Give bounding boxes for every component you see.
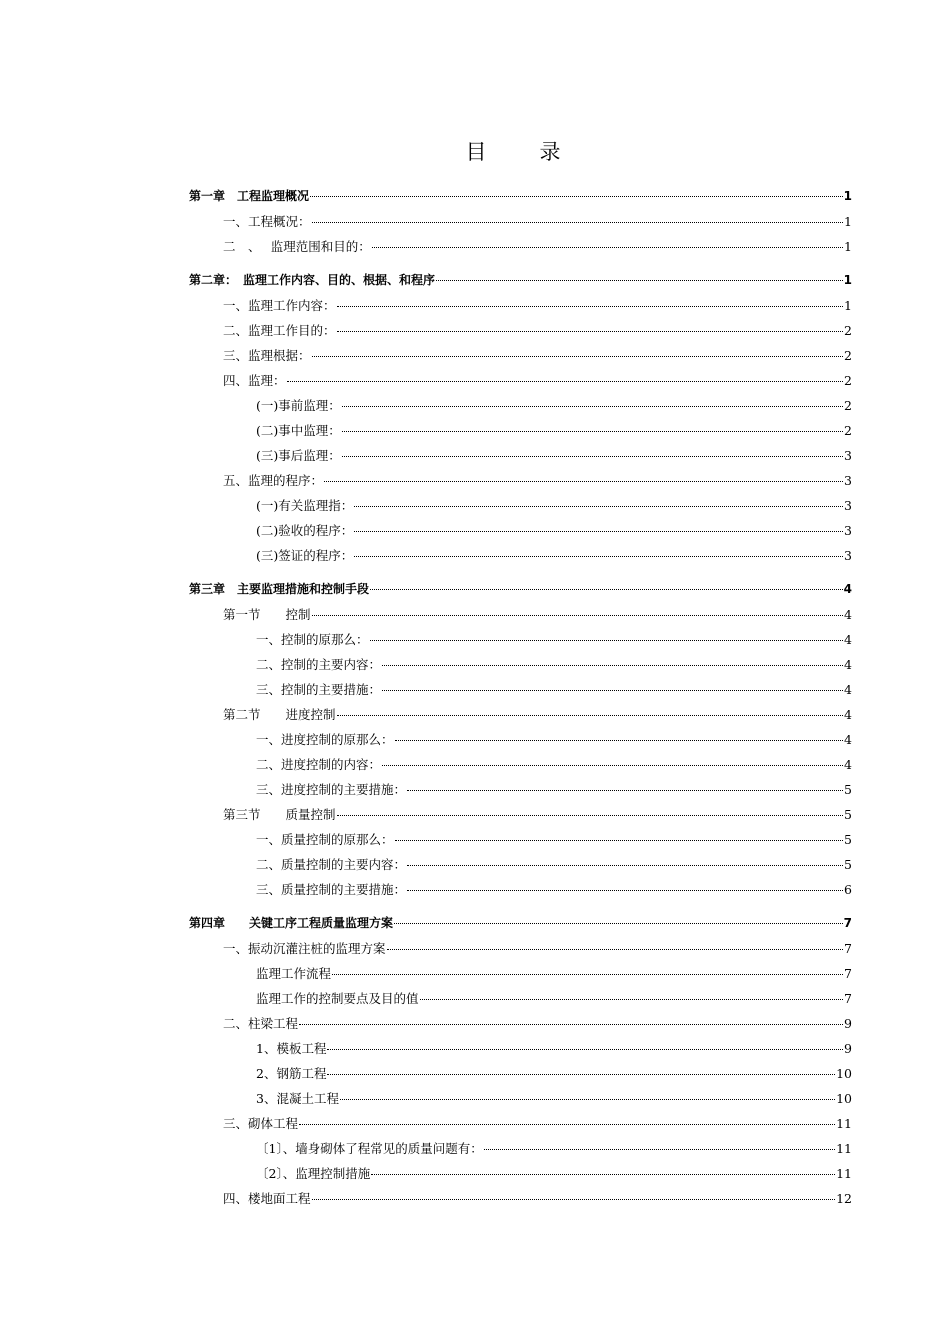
toc-page-number: 12: [836, 1191, 852, 1206]
leader-dots: [395, 840, 844, 841]
toc-page-number: 2: [844, 348, 852, 363]
toc-entry-text: 2、钢筋工程: [256, 1066, 327, 1081]
toc-entry-text: (二)事中监理：: [256, 423, 341, 438]
leader-dots: [340, 1099, 835, 1100]
toc-page-number: 3: [844, 473, 852, 488]
toc-entry-text: (三)签证的程序：: [256, 548, 354, 563]
toc-entry[interactable]: [189, 630, 852, 650]
toc-entry[interactable]: [189, 371, 852, 391]
toc-entry-text: 第三节 质量控制: [223, 807, 336, 822]
toc-page-number: 1: [843, 189, 852, 203]
toc-page-number: 1: [844, 239, 852, 254]
toc-entry[interactable]: [189, 346, 852, 366]
leader-dots: [354, 506, 843, 507]
toc-entry[interactable]: [189, 830, 852, 850]
toc-entry-text: 第四章 关键工序工程质量监理方案: [189, 916, 394, 930]
toc-page-number: 6: [844, 882, 852, 897]
toc-entry-text: (一)事前监理：: [256, 398, 341, 413]
toc-entry-text: 一、质量控制的原那么：: [256, 832, 394, 847]
toc-page-number: 5: [844, 807, 852, 822]
toc-entry[interactable]: [189, 296, 852, 316]
leader-dots: [382, 765, 843, 766]
toc-entry[interactable]: [189, 989, 852, 1009]
toc-page-number: 9: [844, 1041, 852, 1056]
leader-dots: [299, 1024, 843, 1025]
leader-dots: [310, 196, 843, 197]
toc-page-number: 9: [844, 1016, 852, 1031]
toc-page-number: 7: [844, 941, 852, 956]
toc-page-number: 11: [836, 1166, 852, 1181]
toc-page-number: 4: [844, 632, 852, 647]
toc-entry-text: 三、砌体工程: [223, 1116, 299, 1131]
leader-dots: [337, 306, 844, 307]
toc-entry-text: 三、进度控制的主要措施：: [256, 782, 407, 797]
toc-entry-text: 二、控制的主要内容：: [256, 657, 382, 672]
leader-dots: [312, 356, 844, 357]
toc-entry[interactable]: [189, 421, 852, 441]
toc-page-number: 11: [836, 1141, 852, 1156]
toc-entry-text: 五、监理的程序：: [223, 473, 324, 488]
toc-entry[interactable]: [189, 1089, 852, 1109]
leader-dots: [337, 331, 844, 332]
toc-entry[interactable]: [189, 605, 852, 625]
toc-entry-text: 四、监理：: [223, 373, 286, 388]
toc-page-number: 1: [844, 298, 852, 313]
toc-entry-text: (二)验收的程序：: [256, 523, 354, 538]
leader-dots: [332, 974, 843, 975]
toc-page-number: 7: [844, 991, 852, 1006]
toc-title: 目 录: [465, 140, 577, 164]
toc-entry-text: 一、工程概况：: [223, 214, 311, 229]
toc-entry-text: 第三章 主要监理措施和控制手段: [189, 582, 370, 596]
leader-dots: [354, 556, 843, 557]
toc-page-number: 4: [844, 657, 852, 672]
toc-page-number: 10: [836, 1091, 852, 1106]
toc-entry[interactable]: [189, 855, 852, 875]
toc-page-number: 3: [844, 548, 852, 563]
toc-entry-text: 监理工作流程: [256, 966, 332, 981]
toc-entry-text: 二、柱梁工程: [223, 1016, 299, 1031]
toc-page-number: 3: [844, 523, 852, 538]
toc-entry-text: (一)有关监理指：: [256, 498, 354, 513]
toc-page-number: 7: [843, 916, 852, 930]
toc-entry[interactable]: [189, 237, 852, 257]
toc-entry-text: 1、模板工程: [256, 1041, 327, 1056]
toc-entry[interactable]: [189, 521, 852, 541]
toc-entry[interactable]: [189, 655, 852, 675]
toc-entry-text: 一、监理工作内容：: [223, 298, 336, 313]
leader-dots: [342, 456, 843, 457]
toc-entry-text: 一、控制的原那么：: [256, 632, 369, 647]
toc-entry-text: 第一章 工程监理概况: [189, 189, 310, 203]
leader-dots: [312, 1199, 836, 1200]
toc-page-number: 5: [844, 832, 852, 847]
toc-entry[interactable]: [189, 680, 852, 700]
leader-dots: [372, 247, 843, 248]
toc-entry[interactable]: [189, 496, 852, 516]
leader-dots: [394, 923, 843, 924]
toc-chapter-2[interactable]: [189, 271, 852, 291]
toc-entry[interactable]: [189, 1014, 852, 1034]
toc-entry[interactable]: [189, 471, 852, 491]
leader-dots: [327, 1074, 835, 1075]
toc-page-number: 3: [844, 498, 852, 513]
leader-dots: [287, 381, 844, 382]
leader-dots: [337, 815, 844, 816]
toc-entry-text: 二、进度控制的内容：: [256, 757, 382, 772]
toc-entry-text: 第二章： 监理工作内容、目的、根据、和程序: [189, 273, 436, 287]
toc-page-number: 4: [844, 732, 852, 747]
toc-entry-text: 三、监理根据：: [223, 348, 311, 363]
toc-entry[interactable]: [189, 780, 852, 800]
toc-page-number: 1: [844, 214, 852, 229]
toc-entry[interactable]: [189, 1114, 852, 1134]
toc-page-number: 4: [844, 757, 852, 772]
toc-entry-text: 监理工作的控制要点及目的值: [256, 991, 419, 1006]
toc-page-number: 7: [844, 966, 852, 981]
toc-page-number: 2: [844, 373, 852, 388]
toc-page-number: 10: [836, 1066, 852, 1081]
toc-entry[interactable]: [189, 1139, 852, 1159]
toc-entry-text: 一、进度控制的原那么：: [256, 732, 394, 747]
leader-dots: [407, 865, 843, 866]
leader-dots: [420, 999, 844, 1000]
leader-dots: [395, 740, 844, 741]
leader-dots: [370, 589, 843, 590]
toc-entry[interactable]: [189, 730, 852, 750]
leader-dots: [382, 690, 843, 691]
toc-entry[interactable]: [189, 964, 852, 984]
toc-page-number: 4: [843, 582, 852, 596]
toc-entry-text: 〔1〕、墙身砌体了程常见的质量问题有：: [256, 1141, 483, 1156]
toc-entry[interactable]: [189, 1039, 852, 1059]
leader-dots: [436, 280, 843, 281]
toc-entry[interactable]: [189, 1189, 852, 1209]
toc-entry[interactable]: [189, 546, 852, 566]
toc-entry[interactable]: [189, 705, 852, 725]
toc-chapter-4[interactable]: [189, 914, 852, 934]
toc-page-number: 4: [844, 682, 852, 697]
toc-entry[interactable]: [189, 755, 852, 775]
toc-entry-text: 三、控制的主要措施：: [256, 682, 382, 697]
leader-dots: [354, 531, 843, 532]
toc-chapter-3[interactable]: [189, 580, 852, 600]
toc-entry-text: (三)事后监理：: [256, 448, 341, 463]
toc-entry-text: 二 、 监理范围和目的：: [223, 239, 371, 254]
toc-page-number: 4: [844, 707, 852, 722]
toc-page-number: 2: [844, 423, 852, 438]
toc-page-number: 1: [843, 273, 852, 287]
leader-dots: [312, 615, 844, 616]
toc-page-number: 3: [844, 448, 852, 463]
toc-entry[interactable]: [189, 321, 852, 341]
toc-page-number: 4: [844, 607, 852, 622]
toc-entry-text: 四、楼地面工程: [223, 1191, 311, 1206]
toc-entry[interactable]: [189, 396, 852, 416]
toc-page-number: 5: [844, 857, 852, 872]
leader-dots: [382, 665, 843, 666]
leader-dots: [299, 1124, 835, 1125]
toc-entry-text: 3、混凝土工程: [256, 1091, 339, 1106]
leader-dots: [327, 1049, 843, 1050]
leader-dots: [371, 1174, 835, 1175]
leader-dots: [484, 1149, 835, 1150]
leader-dots: [324, 481, 843, 482]
toc-entry-text: 三、质量控制的主要措施：: [256, 882, 407, 897]
toc-page-number: 2: [844, 323, 852, 338]
toc-entry[interactable]: [189, 446, 852, 466]
toc-page-number: 2: [844, 398, 852, 413]
toc-entry-text: 二、质量控制的主要内容：: [256, 857, 407, 872]
toc-chapter-1[interactable]: [189, 187, 852, 207]
leader-dots: [342, 406, 843, 407]
leader-dots: [407, 890, 843, 891]
leader-dots: [407, 790, 843, 791]
toc-entry-text: 第二节 进度控制: [223, 707, 336, 722]
toc-entry-text: 二、监理工作目的：: [223, 323, 336, 338]
leader-dots: [370, 640, 844, 641]
toc-page-number: 11: [836, 1116, 852, 1131]
toc-entry-text: 〔2〕、监理控制措施: [256, 1166, 371, 1181]
toc-page-number: 5: [844, 782, 852, 797]
leader-dots: [342, 431, 843, 432]
toc-entry[interactable]: [189, 939, 852, 959]
toc-entry-text: 第一节 控制: [223, 607, 311, 622]
toc-entry[interactable]: [189, 805, 852, 825]
toc-entry[interactable]: [189, 1064, 852, 1084]
leader-dots: [337, 715, 844, 716]
toc-entry[interactable]: [189, 212, 852, 232]
toc-entry[interactable]: [189, 880, 852, 900]
leader-dots: [312, 222, 844, 223]
toc-entry-text: 一、振动沉灌注桩的监理方案: [223, 941, 386, 956]
toc-entry[interactable]: [189, 1164, 852, 1184]
leader-dots: [387, 949, 844, 950]
